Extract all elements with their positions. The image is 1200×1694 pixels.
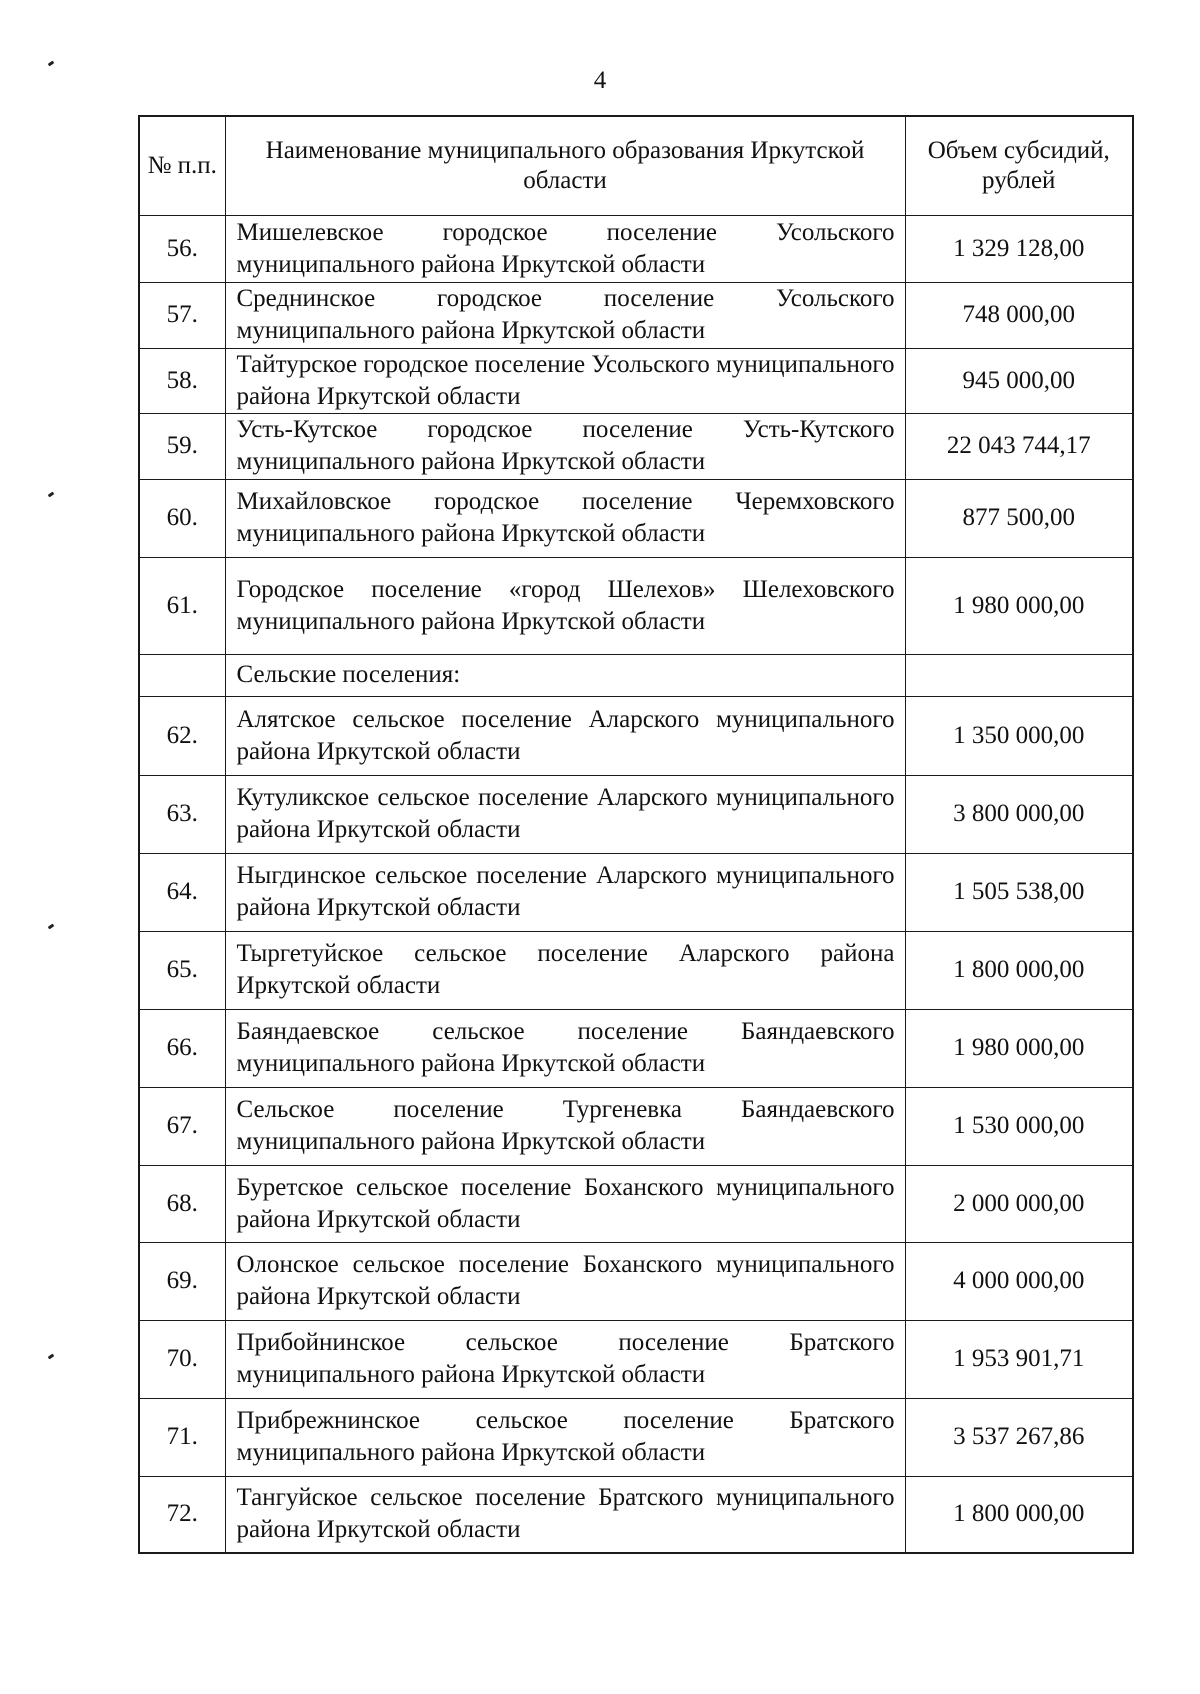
subsidy-amount: 1 800 000,00 bbox=[905, 931, 1133, 1009]
subsidy-amount: 1 505 538,00 bbox=[905, 853, 1133, 931]
municipality-name: Усть-Кутское городское поселение Усть-Кутского муниципального района Иркутской области bbox=[225, 413, 905, 479]
row-number: 59. bbox=[139, 413, 225, 479]
table-row bbox=[139, 557, 1133, 654]
section-label: Сельские поселения: bbox=[225, 654, 905, 696]
row-number: 64. bbox=[139, 853, 225, 931]
table-row bbox=[139, 1242, 1133, 1320]
municipality-name: Тайтурское городское поселение Усольского муниципального района Иркутской области bbox=[225, 348, 905, 413]
subsidy-amount: 3 537 267,86 bbox=[905, 1398, 1133, 1476]
row-number: 67. bbox=[139, 1087, 225, 1165]
row-number: 57. bbox=[139, 282, 225, 348]
row-number: 69. bbox=[139, 1242, 225, 1320]
header-name: Наименование муниципального образования Иркутской области bbox=[225, 116, 905, 215]
table-row bbox=[139, 1165, 1133, 1242]
table-row bbox=[139, 931, 1133, 1009]
subsidy-table bbox=[138, 115, 1134, 1554]
page-number: 4 bbox=[593, 67, 607, 94]
row-number: 60. bbox=[139, 479, 225, 557]
row-number: 68. bbox=[139, 1165, 225, 1242]
subsidy-amount: 1 800 000,00 bbox=[905, 1476, 1133, 1553]
table-row bbox=[139, 282, 1133, 348]
subsidy-amount: 3 800 000,00 bbox=[905, 775, 1133, 853]
margin-tick-mark bbox=[48, 924, 55, 930]
row-number: 71. bbox=[139, 1398, 225, 1476]
subsidy-amount: 1 953 901,71 bbox=[905, 1320, 1133, 1398]
subsidy-amount: 1 980 000,00 bbox=[905, 1009, 1133, 1087]
table-row bbox=[139, 1087, 1133, 1165]
margin-tick-mark bbox=[48, 492, 55, 498]
municipality-name: Алятское сельское поселение Аларского муниципального района Иркутской области bbox=[225, 696, 905, 775]
municipality-name: Михайловское городское поселение Черемховского муниципального района Иркутской области bbox=[225, 479, 905, 557]
table-row bbox=[139, 1476, 1133, 1553]
table-row bbox=[139, 775, 1133, 853]
margin-tick-mark bbox=[48, 1354, 55, 1360]
municipality-name: Тангуйское сельское поселение Братского муниципального района Иркутской области bbox=[225, 1476, 905, 1553]
municipality-name: Сельское поселение Тургеневка Баяндаевского муниципального района Иркутской области bbox=[225, 1087, 905, 1165]
subsidy-amount bbox=[905, 654, 1133, 696]
table-row bbox=[139, 413, 1133, 479]
subsidy-amount: 748 000,00 bbox=[905, 282, 1133, 348]
row-number: 63. bbox=[139, 775, 225, 853]
table-row bbox=[139, 853, 1133, 931]
subsidy-amount: 1 329 128,00 bbox=[905, 215, 1133, 282]
subsidy-amount: 945 000,00 bbox=[905, 348, 1133, 413]
subsidy-amount: 22 043 744,17 bbox=[905, 413, 1133, 479]
subsidy-amount: 1 980 000,00 bbox=[905, 557, 1133, 654]
row-number: 58. bbox=[139, 348, 225, 413]
municipality-name: Тыргетуйское сельское поселение Аларского района Иркутской области bbox=[225, 931, 905, 1009]
row-number: 56. bbox=[139, 215, 225, 282]
table-row bbox=[139, 1009, 1133, 1087]
table-row bbox=[139, 1320, 1133, 1398]
table-row bbox=[139, 348, 1133, 413]
municipality-name: Прибойнинское сельское поселение Братского муниципального района Иркутской области bbox=[225, 1320, 905, 1398]
row-number: 66. bbox=[139, 1009, 225, 1087]
row-number: 62. bbox=[139, 696, 225, 775]
table-row bbox=[139, 479, 1133, 557]
table-row bbox=[139, 696, 1133, 775]
municipality-name: Олонское сельское поселение Боханского муниципального района Иркутской области bbox=[225, 1242, 905, 1320]
table-header-row bbox=[139, 116, 1133, 215]
row-number: 65. bbox=[139, 931, 225, 1009]
municipality-name: Среднинское городское поселение Усольского муниципального района Иркутской области bbox=[225, 282, 905, 348]
municipality-name: Прибрежнинское сельское поселение Братского муниципального района Иркутской области bbox=[225, 1398, 905, 1476]
municipality-name: Ныгдинское сельское поселение Аларского муниципального района Иркутской области bbox=[225, 853, 905, 931]
row-number: 70. bbox=[139, 1320, 225, 1398]
header-num: № п.п. bbox=[139, 116, 225, 215]
municipality-name: Баяндаевское сельское поселение Баяндаевского муниципального района Иркутской области bbox=[225, 1009, 905, 1087]
table-body bbox=[139, 215, 1133, 1553]
subsidy-amount: 2 000 000,00 bbox=[905, 1165, 1133, 1242]
municipality-name: Кутуликское сельское поселение Аларского муниципального района Иркутской области bbox=[225, 775, 905, 853]
row-number bbox=[139, 654, 225, 696]
row-number: 61. bbox=[139, 557, 225, 654]
row-number: 72. bbox=[139, 1476, 225, 1553]
subsidy-amount: 877 500,00 bbox=[905, 479, 1133, 557]
subsidy-amount: 4 000 000,00 bbox=[905, 1242, 1133, 1320]
header-amount: Объем субсидий, рублей bbox=[905, 116, 1133, 215]
section-row bbox=[139, 654, 1133, 696]
municipality-name: Городское поселение «город Шелехов» Шелеховского муниципального района Иркутской области bbox=[225, 557, 905, 654]
table-row bbox=[139, 215, 1133, 282]
subsidy-amount: 1 530 000,00 bbox=[905, 1087, 1133, 1165]
municipality-name: Буретское сельское поселение Боханского муниципального района Иркутской области bbox=[225, 1165, 905, 1242]
table-row bbox=[139, 1398, 1133, 1476]
subsidy-amount: 1 350 000,00 bbox=[905, 696, 1133, 775]
municipality-name: Мишелевское городское поселение Усольского муниципального района Иркутской области bbox=[225, 215, 905, 282]
